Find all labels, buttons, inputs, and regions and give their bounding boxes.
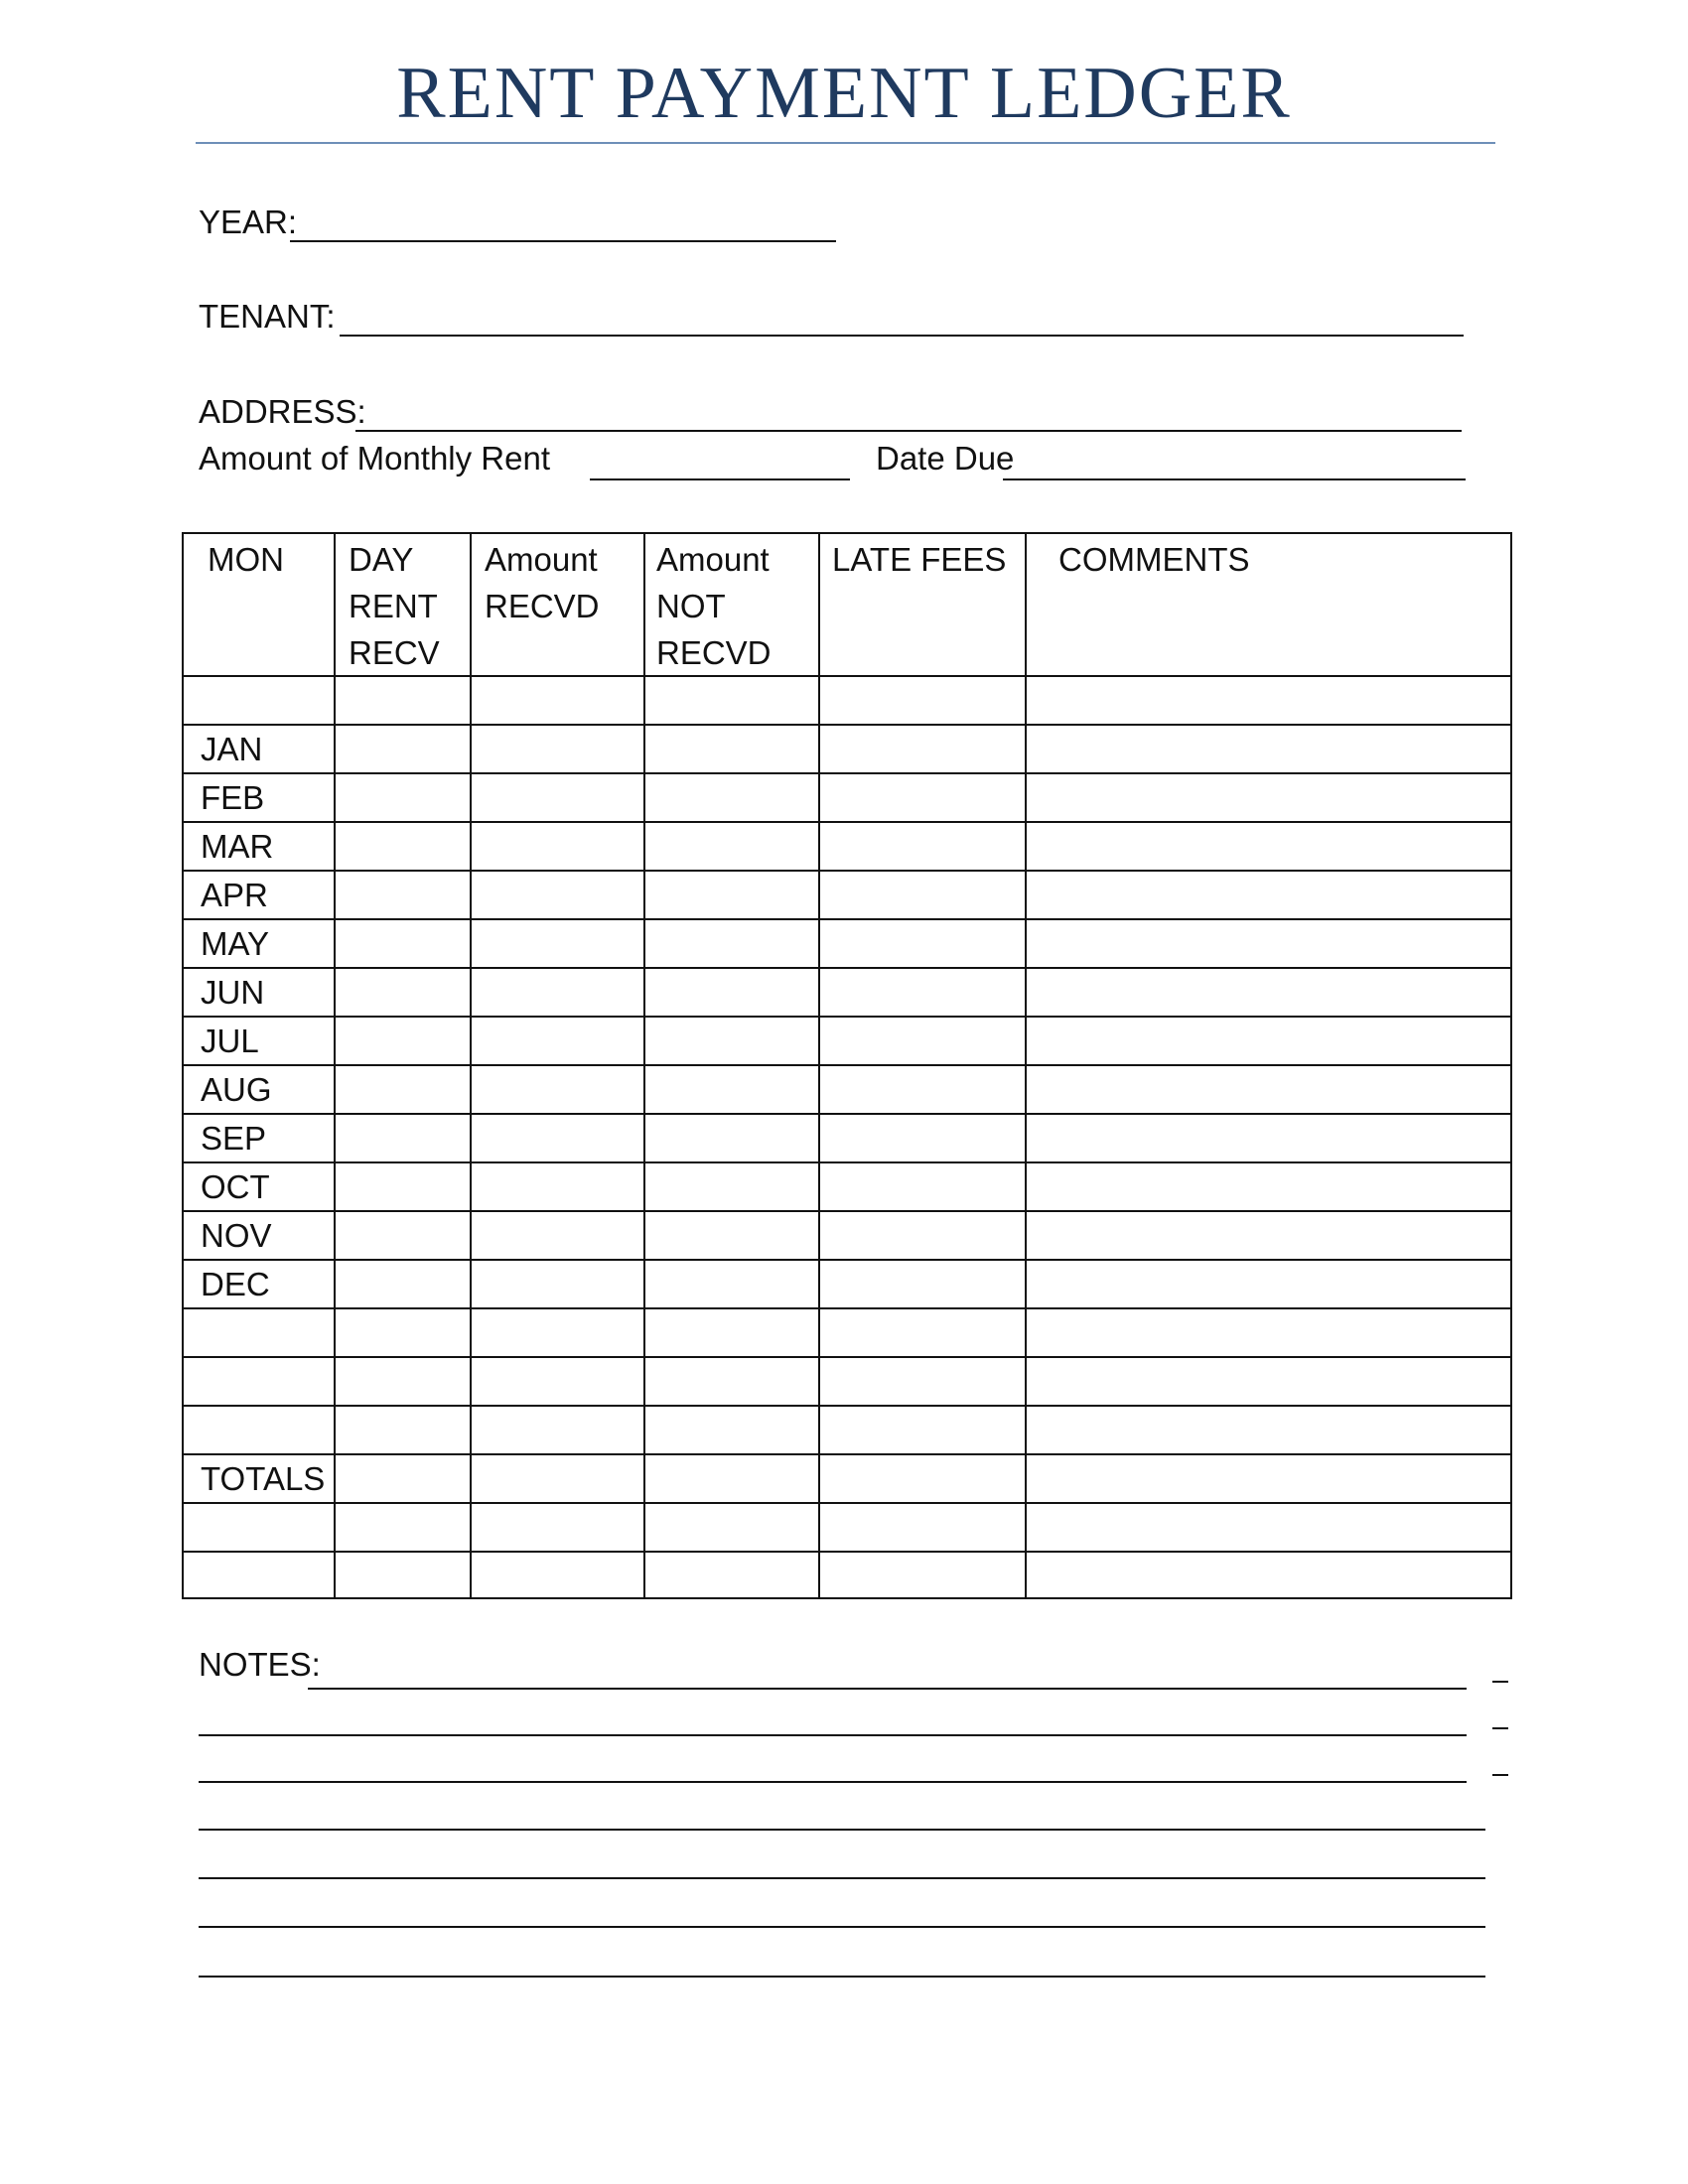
header-day-rent-recv: DAY RENT RECV bbox=[349, 541, 440, 671]
notes-line[interactable] bbox=[308, 1688, 1467, 1690]
row-label: DEC bbox=[201, 1266, 270, 1302]
row-label: AUG bbox=[201, 1071, 272, 1108]
row-divider bbox=[184, 1502, 1510, 1504]
notes-line[interactable] bbox=[199, 1734, 1467, 1736]
row-label: TOTALS bbox=[201, 1460, 326, 1497]
tenant-field[interactable] bbox=[340, 335, 1464, 337]
date-due-label: Date Due bbox=[876, 440, 1015, 477]
notes-line[interactable] bbox=[199, 1926, 1485, 1928]
monthly-rent-field[interactable] bbox=[590, 478, 850, 480]
date-due-field[interactable] bbox=[1003, 478, 1466, 480]
notes-margin-mark bbox=[1492, 1727, 1508, 1729]
header-divider bbox=[184, 675, 1510, 677]
page-title: RENT PAYMENT LEDGER bbox=[396, 53, 1292, 134]
row-label: SEP bbox=[201, 1120, 267, 1157]
row-label: OCT bbox=[201, 1168, 270, 1205]
row-divider bbox=[184, 1551, 1510, 1553]
row-label: JUL bbox=[201, 1023, 259, 1059]
header-amount-not-recvd: Amount NOT RECVD bbox=[656, 541, 772, 671]
notes-line[interactable] bbox=[199, 1781, 1467, 1783]
row-divider bbox=[184, 724, 1510, 726]
tenant-label: TENANT: bbox=[199, 298, 336, 335]
row-divider bbox=[184, 1161, 1510, 1163]
row-label: NOV bbox=[201, 1217, 272, 1254]
header-amount-recvd: Amount RECVD bbox=[485, 541, 600, 624]
row-divider bbox=[184, 1307, 1510, 1309]
notes-margin-mark bbox=[1492, 1681, 1508, 1683]
year-label: YEAR: bbox=[199, 204, 298, 240]
header-late-fees: LATE FEES bbox=[832, 541, 1007, 578]
row-divider bbox=[184, 1210, 1510, 1212]
row-divider bbox=[184, 1016, 1510, 1018]
row-label: MAR bbox=[201, 828, 274, 865]
row-label: MAY bbox=[201, 925, 270, 962]
header-comments: COMMENTS bbox=[1058, 541, 1250, 578]
address-label: ADDRESS: bbox=[199, 393, 366, 430]
notes-line[interactable] bbox=[199, 1829, 1485, 1831]
header-mon: MON bbox=[208, 541, 284, 578]
notes-line[interactable] bbox=[199, 1976, 1485, 1978]
row-label: JAN bbox=[201, 731, 263, 767]
ledger-table bbox=[182, 532, 1512, 1599]
row-label: APR bbox=[201, 877, 268, 913]
notes-line[interactable] bbox=[199, 1877, 1485, 1879]
row-divider bbox=[184, 1113, 1510, 1115]
row-divider bbox=[184, 967, 1510, 969]
row-divider bbox=[184, 1064, 1510, 1066]
row-divider bbox=[184, 1259, 1510, 1261]
year-field[interactable] bbox=[290, 240, 836, 242]
row-divider bbox=[184, 918, 1510, 920]
row-divider bbox=[184, 870, 1510, 872]
monthly-rent-label: Amount of Monthly Rent bbox=[199, 440, 551, 477]
row-label: JUN bbox=[201, 974, 265, 1011]
row-divider bbox=[184, 1356, 1510, 1358]
notes-margin-mark bbox=[1492, 1774, 1508, 1776]
title-divider bbox=[196, 142, 1495, 144]
row-divider bbox=[184, 772, 1510, 774]
row-divider bbox=[184, 1453, 1510, 1455]
row-label: FEB bbox=[201, 779, 265, 816]
address-field[interactable] bbox=[355, 430, 1462, 432]
row-divider bbox=[184, 1405, 1510, 1407]
row-divider bbox=[184, 821, 1510, 823]
notes-label: NOTES: bbox=[199, 1646, 321, 1683]
